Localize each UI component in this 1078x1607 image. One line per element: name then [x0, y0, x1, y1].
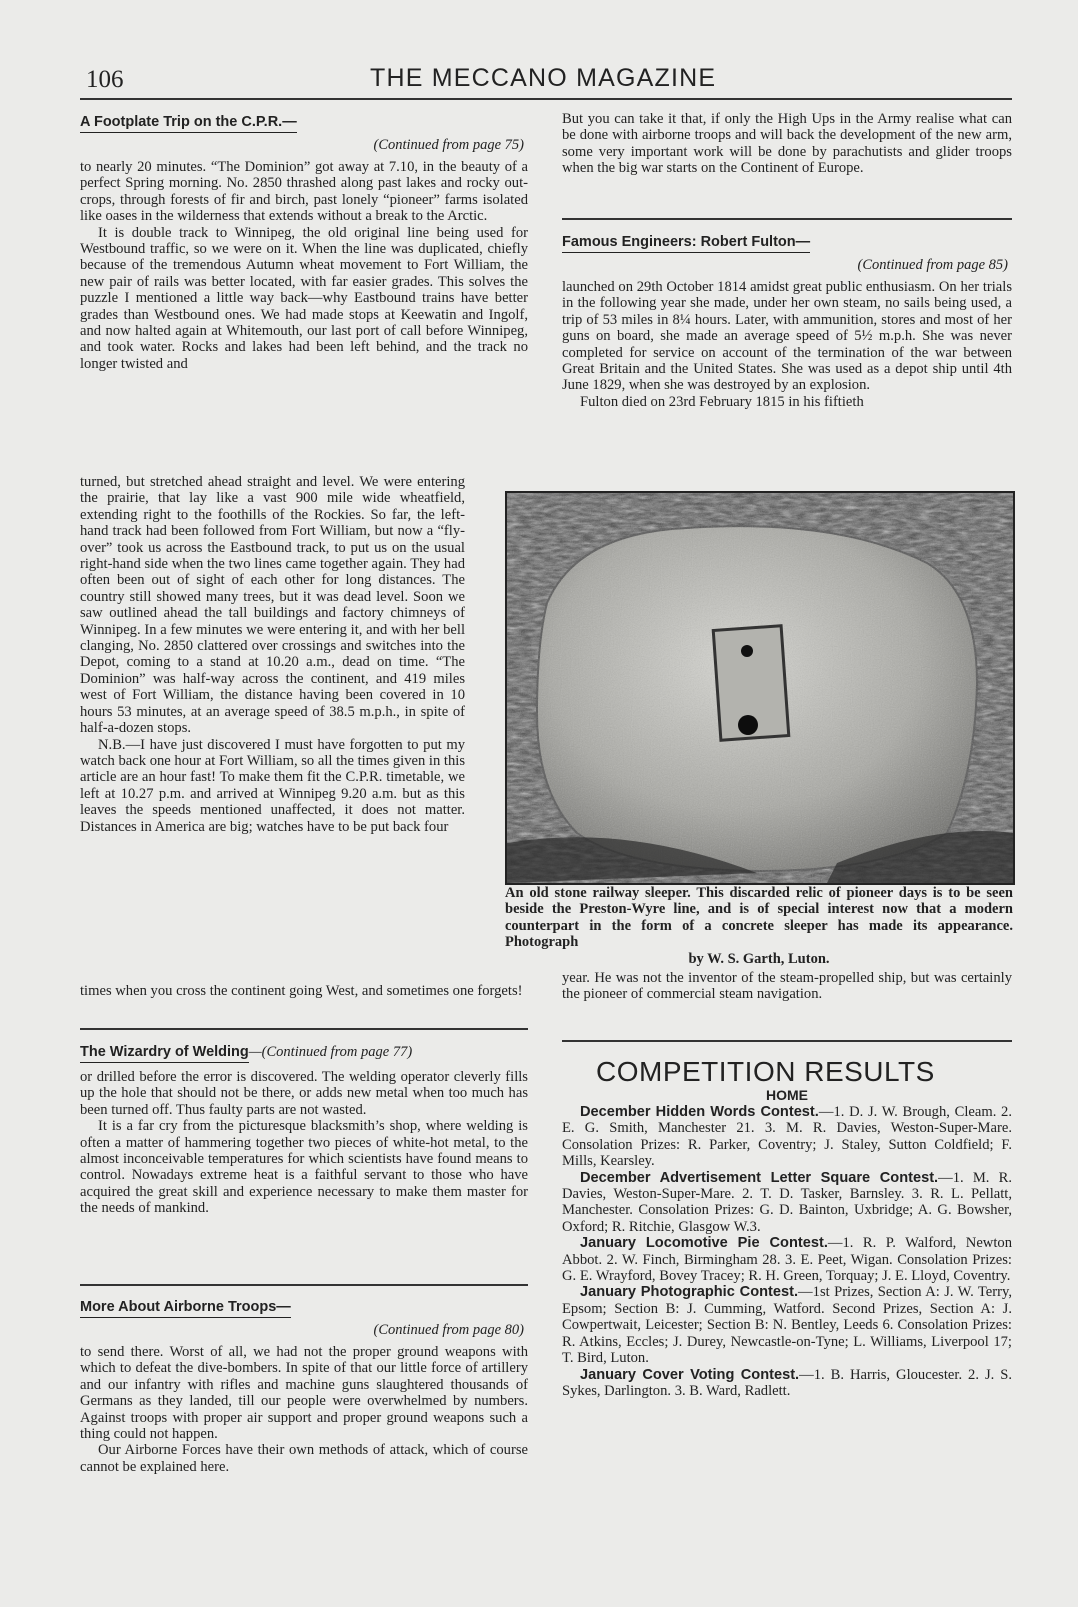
contest-title: January Locomotive Pie Contest. [580, 1235, 828, 1252]
contest-results: —1st Prizes, Section A: J. W. Terry, Epsom; Section B: J. Cumming, Watford. Second Prizes, Section A: J. Cowpertwait, Leicester; Section B: N. Bentley, Leeds 6. Consolation Prizes: R. Atkins, Eccles; J. Durey, Newcastle-on-Tyne; L. Williams, Liverpool 17; T. Bird, Luton. [562, 1284, 1012, 1367]
fulton-paragraph-3: year. He was not the inventor of the steam-propelled ship, but was certainly the pioneer of commercial steam navigation. [562, 970, 1012, 1003]
cpr-paragraph-3b: times when you cross the continent going West, and sometimes one forgets! [80, 983, 523, 999]
airborne-article [80, 1298, 528, 1475]
header-rule [80, 98, 1012, 100]
welding-paragraph-1: or drilled before the error is discovered. The welding operator cleverly fills up the hole that should not be there, or adds new metal when too much has been turned off. Thus faulty parts are not wasted. [80, 1069, 528, 1118]
competition-title: COMPETITION RESULTS [596, 1056, 935, 1087]
contest-title: December Hidden Words Contest. [580, 1104, 819, 1120]
photo-illustration [507, 493, 1013, 883]
cpr-paragraph-2b: turned, but stretched ahead straight and level. We were entering the prairie, that lay like a vast 900 mile wide wheatfield, extending right to the foothills of the Rockies. So far, the left-hand track had been followed from Fort William, but now a “fly-over” took us across the Eastbound track, to put us on the usual right-hand side when the two lines came together again. They had often been out of sight of each other for long distances. The country still showed many trees, but it was dead level. Soon we saw outlined ahead the tall buildings and factory chimneys of Winnipeg. In a few minutes we were entering it, and with her bell clanging, No. 2850 clattered over crossings and switches into the Depot, coming to a stand at 10.20 a.m., dead on time. “The Dominion” was half-way across the continent, and 419 miles west of Fort William, the distance having been covered in 10 hours 53 minutes, at an average speed of 38.5 m.p.h., in spite of half-a-dozen stops. [80, 474, 465, 737]
cpr-paragraph-2a: It is double track to Winnipeg, the old original line being used for Westbound traffic, so we were on it. When the line was duplicated, chiefly because of the tremendous Autumn wheat movement to Fort William, the new pair of rails was better located, with far easier grades. This solves the puzzle I mentioned a little way back—why Eastbound trains have better grades than Westbound ones. We had made stops at Keewatin and Ingolf, and now halted again at Whitemouth, our last port of call before Winnipeg, and took water. Rocks and lakes had been left behind, and the track no longer twisted and [80, 224, 528, 372]
contest-results: —1. M. R. Davies, Weston-Super-Mare. 2. T. D. Tasker, Barnsley. 3. R. L. Pellatt, Manchester. Consolation Prizes: G. D. Bainton, Uxbridge; A. G. Bowsher, Oxford; R. Ritchie, Glasgow W.3. [562, 1169, 1013, 1235]
welding-article [80, 1043, 528, 1217]
fulton-title: Famous Engineers: Robert Fulton— [562, 233, 810, 253]
fulton-paragraph-2: Fulton died on 23rd February 1815 in his fiftieth [580, 393, 864, 410]
page-number: 106 [86, 66, 124, 93]
welding-title: The Wizardry of Welding [80, 1043, 249, 1063]
contest-results: —1. R. P. Walford, Newton Abbot. 2. W. Finch, Birmingham 28. 3. E. Peet, Wigan. Consolation Prizes: G. E. Wrayford, Bovey Tracey; R. H. Green, Torquay; J. E. Lloyd, Coventry. [562, 1235, 1012, 1285]
airborne-article-continued [562, 111, 1012, 177]
competition-entry [562, 1284, 1012, 1366]
competition-entry [562, 1235, 1012, 1284]
welding-paragraph-2: It is a far cry from the picturesque blacksmith’s shop, where welding is often a matter of hammering together two pieces of white-hot metal, to the almost inconceivable temperatures for which scientists have found means to control. Nowadays extreme heat is a faithful servant to those who have acquired the great skill and experience necessary to make them master for the needs of mankind. [80, 1118, 528, 1217]
competition-entry [562, 1104, 1012, 1170]
photo-caption [505, 885, 1013, 967]
fulton-paragraph-1: launched on 29th October 1814 amidst great public enthusiasm. On her trials in the following year she made, under her own steam, no sails being used, a trip of 53 miles in 8¼ hours. Later, with ammunition, stores and most of her guns on board, she made an average speed of 5½ m.p.h. She was never completed for service on account of the termination of the war between Great Britain and the United States. She was used as a depot ship until 4th June 1829, when she was destroyed by an explosion. [562, 279, 1012, 394]
airborne-continued: (Continued from page 80) [373, 1322, 524, 1338]
rule-divider [80, 1028, 528, 1030]
rule-divider [562, 1040, 1012, 1042]
fulton-article [562, 233, 1012, 410]
competition-entry [562, 1367, 1012, 1400]
airborne-paragraph-1: to send there. Worst of all, we had not the proper ground weapons with which to defeat the dive-bombers. In spite of that our little force of artillery and our infantry with rifles and machine guns slaughtered thousands of Germans as they landed, till our people were overwhelmed by numbers. Against troops with proper air support and proper ground weapons such a thing could not happen. [80, 1344, 528, 1443]
photo-credit: by W. S. Garth, Luton. [688, 950, 830, 967]
contest-results: —1. B. Harris, Gloucester. 2. J. S. Sykes, Darlington. 3. B. Ward, Radlett. [562, 1366, 1013, 1399]
airborne-paragraph-2: Our Airborne Forces have their own methods of attack, which of course cannot be explained here. [80, 1442, 528, 1475]
competition-entry [562, 1170, 1012, 1236]
competition-subtitle: HOME [766, 1087, 808, 1103]
stone-sleeper-photo [505, 491, 1015, 885]
cpr-article-narrow [80, 474, 465, 835]
magazine-title: THE MECCANO MAGAZINE [370, 64, 717, 92]
cpr-continued: (Continued from page 75) [373, 137, 524, 153]
rule-divider [562, 218, 1012, 220]
contest-results: —1. D. J. W. Brough, Cleam. 2. E. G. Smith, Manchester 21. 3. M. R. Davies, Weston-Super-Mare. Consolation Prizes: R. Parker, Coventry; J. Staley, Sutton Coldfield; F. Mills, Kearsley. [562, 1104, 1012, 1170]
rule-divider [80, 1284, 528, 1286]
cpr-paragraph-3a: N.B.—I have just discovered I must have forgotten to put my watch back one hour at Fort William, so all the times given in this article are an hour fast! To make them fit the C.P.R. timetable, we left at 10.27 p.m. and arrived at Winnipeg 9.20 a.m. but as this leaves the speeds mentioned unaffected, it does not matter. Distances in America are big; watches have to be put back four [80, 736, 465, 835]
fulton-article-end [562, 970, 1012, 1003]
cpr-paragraph-1: to nearly 20 minutes. “The Dominion” got away at 7.10, in the beauty of a perfect Spring morning. No. 2850 thrashed along past lakes and rocky out-crops, through forests of fir and birch, past lonely “pioneer” farms isolated like oases in the wilderness that extends without a break to the Arctic. [80, 159, 528, 225]
photo-caption-text: An old stone railway sleeper. This discarded relic of pioneer days is to be seen beside the Preston-Wyre line, and is of special interest now that a modern counterpart in the form of a concrete sleeper has made its appearance. Photograph [505, 885, 1013, 951]
contest-title: January Cover Voting Contest. [580, 1366, 800, 1383]
welding-continued: —(Continued from page 77) [248, 1044, 413, 1060]
contest-title: December Advertisement Letter Square Contest. [580, 1169, 939, 1186]
contest-title: January Photographic Contest. [580, 1284, 799, 1301]
cpr-title: A Footplate Trip on the C.P.R.— [80, 113, 297, 133]
cpr-article [80, 113, 528, 372]
airborne-title: More About Airborne Troops— [80, 1298, 291, 1318]
competition-results [562, 1104, 1012, 1399]
cpr-article-end [80, 983, 528, 999]
airborne-paragraph-3: But you can take it that, if only the High Ups in the Army realise what can be done with airborne troops and will back the development of the new arm, some very important work will be done by parachutists and glider troops when the big war starts on the Continent of Europe. [562, 111, 1012, 177]
fulton-continued: (Continued from page 85) [857, 257, 1008, 273]
